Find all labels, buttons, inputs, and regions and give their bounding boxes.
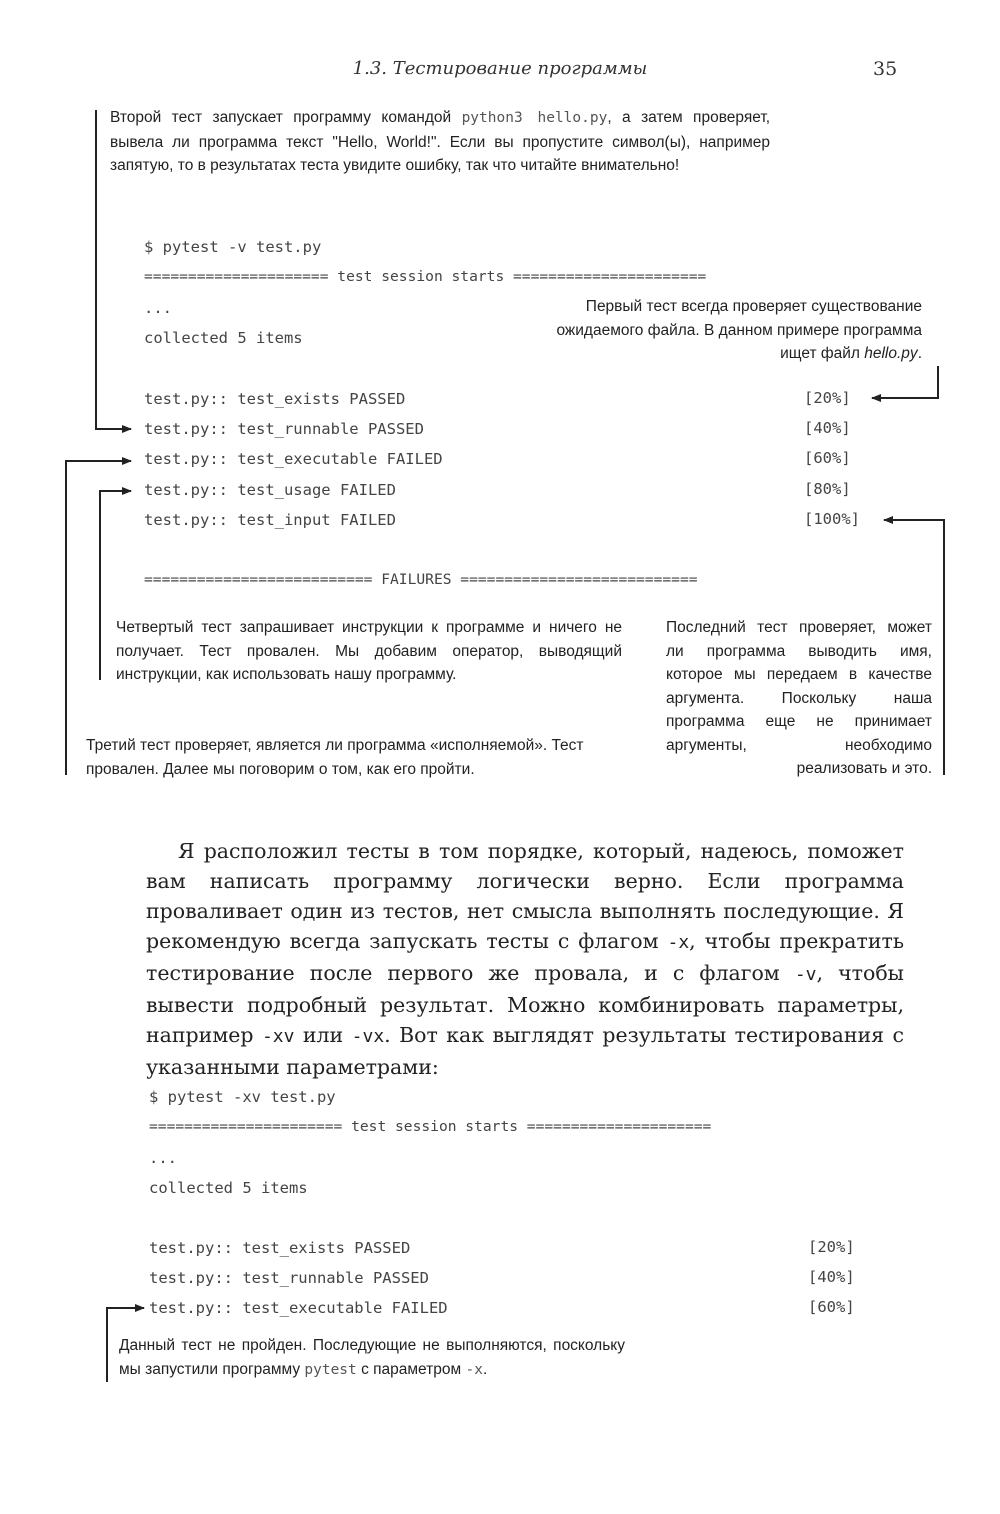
annotation-text: с параметром (356, 1360, 466, 1378)
code-command: $ pytest -v test.py (144, 238, 322, 256)
code-result-row: test.py:: test_runnable PASSED (144, 420, 424, 438)
annotation-code: -x (465, 1361, 483, 1378)
code-collected: collected 5 items (144, 329, 303, 347)
code-collected: collected 5 items (149, 1179, 308, 1197)
code-ellipsis: ... (144, 299, 172, 317)
annotation-third-test: Третий тест проверяет, является ли программа «исполняемой». Тест провален. Далее мы поговорим о том, как его пройти. (86, 737, 584, 778)
code-result-percent: [40%] (808, 1268, 855, 1286)
arrow-second-test (96, 110, 131, 429)
annotation-last-test: Последний тест проверяет, может ли программа выводить имя, которое мы передаем в качестве аргумента. Поскольку наша программа еще не принимает аргументы, необходимо реализовать и это. (666, 619, 932, 777)
paragraph-text: , чтобы вывести подробный результат. Можно комбинировать параметры, например (146, 961, 904, 1047)
annotation-text: ищет файл (780, 345, 865, 362)
code-result-row: test.py:: test_input FAILED (144, 511, 396, 529)
code-result-row: test.py:: test_runnable PASSED (149, 1269, 429, 1287)
code-result-row: test.py:: test_executable FAILED (144, 450, 443, 468)
arrow-fourth-test (100, 491, 131, 680)
inline-code: -v (794, 964, 817, 985)
arrow-last-test (884, 520, 944, 775)
code-result-percent: [60%] (808, 1298, 855, 1316)
page-number: 35 (873, 58, 898, 80)
annotation-text: . (917, 345, 922, 362)
code-result-percent: [20%] (808, 1238, 855, 1256)
annotation-text: Данный тест не пройден. Последующие не выполняются, поскольку мы запустили программу (119, 1337, 625, 1378)
code-result-row: test.py:: test_usage FAILED (144, 481, 396, 499)
annotation-text: , а затем проверяет, вывела ли программа текст "Hello, World!". Если вы пропустите символ(ы), например запятую, то в результатах теста увидите ошибку, так что читайте внимательно! (110, 109, 771, 174)
annotation-text: . (482, 1360, 488, 1378)
inline-code: -x (667, 932, 690, 953)
code-command: $ pytest -xv test.py (149, 1088, 336, 1106)
paragraph-text: или (294, 1023, 352, 1047)
annotation-line: ожидаемого файла. В данном примере программа (556, 321, 922, 339)
annotation-fourth-test: Четвертый тест запрашивает инструкции к программе и ничего не получает. Тест провален. Мы добавим оператор, выводящий инструкции, как использовать нашу программу. (116, 619, 622, 683)
code-result-row: test.py:: test_exists PASSED (144, 390, 406, 408)
arrow-first-test (872, 366, 938, 398)
code-result-percent: [80%] (804, 480, 851, 498)
annotation-code: pytest (304, 1361, 357, 1378)
arrow-third-test (66, 461, 131, 775)
code-failures-header: ========================== FAILURES =========================== (144, 571, 698, 588)
running-title: 1.3. Тестирование программы (352, 58, 648, 79)
paragraph-text: , чтобы прекратить тестирование после первого же провала, и с флагом (146, 929, 904, 985)
inline-code: -vx (351, 1026, 385, 1047)
code-result-percent: [100%] (804, 510, 860, 528)
annotation-text: Второй тест запускает программу командой (110, 109, 462, 126)
code-result-percent: [40%] (804, 419, 851, 437)
code-result-percent: [20%] (804, 389, 851, 407)
code-ellipsis: ... (149, 1149, 177, 1167)
annotation-code: python3 hello.py (461, 110, 608, 126)
annotation-line: Первый тест всегда проверяет существование (585, 298, 922, 315)
code-result-row: test.py:: test_exists PASSED (149, 1239, 411, 1257)
code-session-header: ===================== test session starts ====================== (144, 268, 707, 285)
code-session-header: ====================== test session starts ===================== (149, 1118, 712, 1135)
paragraph-text: Я расположил тесты в том порядке, который, надеюсь, поможет вам написать программу логически верно. Если программа проваливает один из тестов, нет смысла выполнять последующие. Я рекомендую всегда запускать тесты с флагом (146, 839, 904, 953)
code-result-row: test.py:: test_executable FAILED (149, 1299, 448, 1317)
arrow-failed-test (107, 1308, 144, 1382)
annotation-filename: hello.py (864, 345, 918, 362)
code-result-percent: [60%] (804, 449, 851, 467)
inline-code: -xv (261, 1026, 295, 1047)
paragraph-text: . Вот как выглядят результаты тестирования с указанными параметрами: (146, 1023, 904, 1079)
